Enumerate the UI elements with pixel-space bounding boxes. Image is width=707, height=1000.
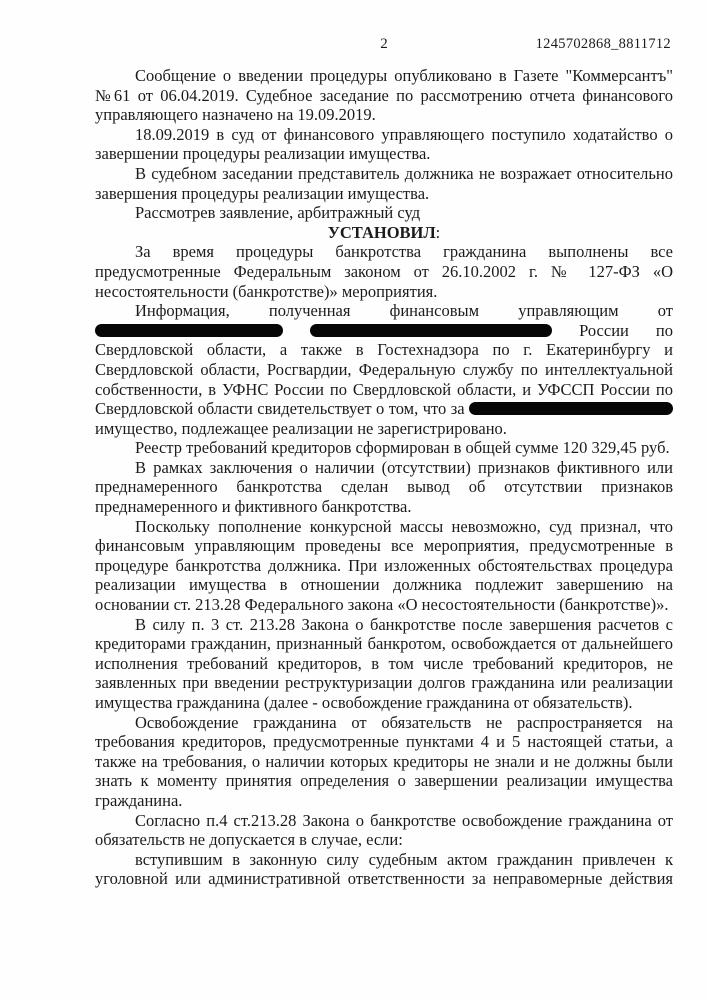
page-header <box>95 36 673 56</box>
paragraph-completion-grounds: Поскольку пополнение конкурсной массы невозможно, суд признал, что финансовым управляющим проведены все мероприятия, предусмотренные в процедуре банкротства должника. При изложенных обстоятельствах процедура реализации имущества в отношении должника подлежит завершению на основании ст. 213.28 Федерального закона «О несостоятельности (банкротстве)». <box>95 516 673 615</box>
paragraph-publication: Сообщение о введении процедуры опубликовано в Газете "Коммерсантъ" №61 от 06.04.2019. Судебное заседание по рассмотрению отчета финансового управляющего назначено на 19.09.2019. <box>95 66 673 125</box>
heading-text: УСТАНОВИЛ <box>327 222 436 242</box>
document-body <box>95 66 673 889</box>
paragraph-hearing: В судебном заседании представитель должника не возражает относительно завершения процедуры реализации имущества. <box>95 163 673 203</box>
paragraph-article-213-28-p3: В силу п. 3 ст. 213.28 Закона о банкротстве после завершения расчетов с кредиторами гражданин, признанный банкротом, освобождается от дальнейшего исполнения требований кредиторов, в том числе требований кредиторов, не заявленных при введении реструктуризации долгов гражданина или реализации имущества гражданина (далее - освобождение гражданина от обязательств). <box>95 614 673 712</box>
paragraph-text-segment: Информация, полученная финансовым управляющим от <box>135 301 673 321</box>
section-heading-ustanovil <box>95 223 673 243</box>
paragraph-court-considered: Рассмотрев заявление, арбитражный суд <box>135 203 421 223</box>
page-number: 2 <box>380 36 388 52</box>
paragraph-release-exceptions: Освобождение гражданина от обязательств не распространяется на требования кредиторов, предусмотренные пунктами 4 и 5 настоящей статьи, а также на требования, о наличии которых кредиторы не знали и не должны были знать к моменту принятия определения о завершении реализации имущества гражданина. <box>95 712 673 810</box>
redaction-bar <box>310 324 552 337</box>
paragraph-procedure-done: За время процедуры банкротства гражданина выполнены все предусмотренные Федеральным законом от 26.10.2002 г. № 127-ФЗ «О несостоятельности (банкротстве)» мероприятия. <box>95 242 673 301</box>
document-id: 1245702868_8811712 <box>535 36 671 52</box>
paragraph-info-redacted <box>95 301 673 438</box>
paragraph-creditors-register: Реестр требований кредиторов сформирован в общей сумме 120 329,45 руб. <box>135 438 670 458</box>
redaction-bar <box>95 324 283 337</box>
heading-colon: : <box>435 222 441 242</box>
paragraph-fictitious-bankruptcy: В рамках заключения о наличии (отсутствии) признаков фиктивного или преднамеренного банкротства сделан вывод об отсутствии признаков преднамеренного и фиктивного банкротства. <box>95 457 673 517</box>
paragraph-text-segment: имущество, подлежащее реализации не зарегистрировано. <box>95 418 507 438</box>
paragraph-article-213-28-p4: Согласно п.4 ст.213.28 Закона о банкротстве освобождение гражданина от обязательств не допускается в случае, если: <box>95 810 673 850</box>
redaction-bar <box>469 402 673 415</box>
paragraph-liability: вступившим в законную силу судебным актом гражданин привлечен к уголовной или административной ответственности за неправомерные действия <box>95 849 673 889</box>
paragraph-motion: 18.09.2019 в суд от финансового управляющего поступило ходатайство о завершении процедуры реализации имущества. <box>95 124 673 164</box>
paragraph-text-segment: России по Свердловской области, а также в Гостехнадзора по г. Екатеринбургу и Свердловской области, Росгвардии, Федеральную службу по интеллектуальной собственности, в УФНС России по Свердловской области, и УФССП России по Свердловской области свидетельствует о том, что за <box>95 320 673 419</box>
